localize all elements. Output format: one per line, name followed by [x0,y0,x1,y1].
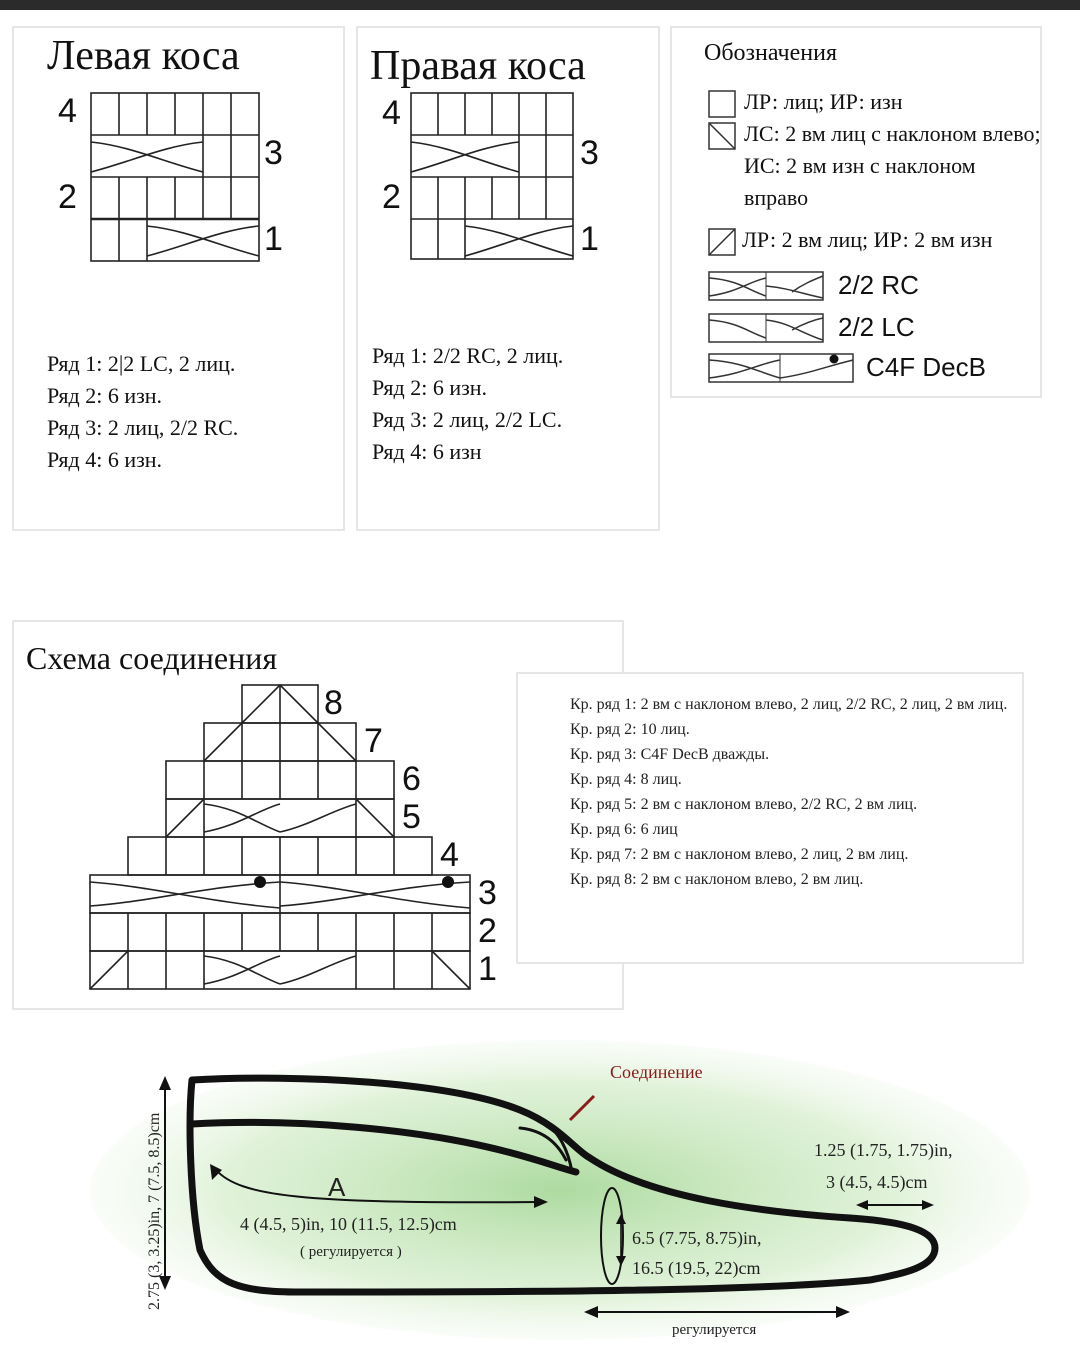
row-number: 6 [402,760,421,798]
legend-text-c4f: C4F DecB [866,352,986,382]
row-text: Ряд 4: 6 изн [372,439,482,464]
left-cable-panel [12,26,345,531]
row-number: 5 [402,798,421,836]
join-row-text: Кр. ряд 7: 2 вм с наклоном влево, 2 лиц, 2 вм лиц. [570,846,909,863]
join-rows-list [570,692,1016,892]
cable-lc-icon [708,312,828,346]
row-number: 1 [264,220,283,258]
cable-c4f-decb-icon [708,352,858,386]
cable-rc-icon [708,270,828,304]
row-text: Ряд 3: 2 лиц, 2/2 RC. [47,415,239,440]
a-label: A [328,1172,346,1202]
backslash-square-icon [708,122,738,152]
a-size-label: 4 (4.5, 5)in, 10 (11.5, 12.5)cm [240,1214,457,1234]
circ-cm-label: 16.5 (19.5, 22)cm [632,1258,761,1278]
join-row-text: Кр. ряд 5: 2 вм с наклоном влево, 2/2 RC, 2 вм лиц. [570,796,918,813]
legend-text-k2tog: ЛР: 2 вм лиц; ИР: 2 вм изн [742,227,993,252]
row-number: 2 [58,178,77,216]
row-number: 2 [478,912,497,950]
row-number: 7 [364,722,383,760]
slash-square-icon [708,228,738,258]
row-number: 8 [324,684,343,722]
row-number: 4 [58,92,77,130]
row-number: 4 [382,94,401,132]
left-cable-rows [47,348,238,476]
join-row-text: Кр. ряд 4: 8 лиц. [570,771,682,788]
top-bar [0,0,1080,10]
row-number: 3 [478,874,497,912]
row-text: Ряд 3: 2 лиц, 2/2 LC. [372,407,563,432]
row-text: Ряд 4: 6 изн. [47,447,163,472]
row-text: Ряд 2: 6 изн. [47,383,163,408]
row-number: 2 [382,178,401,216]
join-scheme-title: Схема соединения [26,640,278,676]
circ-in-label: 6.5 (7.75, 8.75)in, [632,1228,762,1248]
row-number: 1 [580,220,599,258]
right-cable-chart [410,92,590,272]
join-row-text: Кр. ряд 3: C4F DecB дважды. [570,746,770,763]
row-text: Ряд 2: 6 изн. [372,375,488,400]
toe-size-cm-label: 3 (4.5, 4.5)cm [826,1172,928,1192]
legend-text-ssk: ЛС: 2 вм лиц с наклоном влево; ИС: 2 вм изн с наклоном вправо [744,121,1041,210]
row-number: 1 [478,950,497,988]
right-cable-title: Правая коса [370,43,586,89]
height-label: 2.75 (3, 3.25)in, 7 (7.5, 8.5)cm [146,1112,163,1310]
legend-text-lc: 2/2 LC [838,312,915,342]
toe-size-in-label: 1.25 (1.75, 1.75)in, [814,1140,953,1160]
empty-square-icon [708,90,738,120]
row-number: 3 [264,134,283,172]
join-rows-panel [516,672,1024,964]
legend-text-rc: 2/2 RC [838,270,919,300]
legend-panel [670,26,1042,398]
join-row-text: Кр. ряд 2: 10 лиц. [570,721,690,738]
join-row-text: Кр. ряд 6: 6 лиц [570,821,678,838]
row-number: 3 [580,134,599,172]
row-number: 4 [440,836,459,874]
legend-title: Обозначения [704,40,838,66]
row-text: Ряд 1: 2/2 RC, 2 лиц. [372,343,564,368]
join-row-text: Кр. ряд 8: 2 вм с наклоном влево, 2 вм лиц. [570,871,864,888]
bottom-note-label: регулируется [672,1322,757,1338]
left-cable-title: Левая коса [47,33,240,79]
join-label: Соединение [610,1062,703,1082]
left-cable-chart [90,92,270,272]
legend-text-knit: ЛР: лиц; ИР: изн [744,89,903,114]
right-cable-panel [356,26,660,531]
right-cable-rows [372,340,563,468]
row-text: Ряд 1: 2|2 LC, 2 лиц. [47,351,236,376]
join-row-text: Кр. ряд 1: 2 вм с наклоном влево, 2 лиц, 2/2 RC, 2 лиц, 2 вм лиц. [570,696,1008,713]
a-note-label: ( регулируется ) [300,1244,402,1260]
